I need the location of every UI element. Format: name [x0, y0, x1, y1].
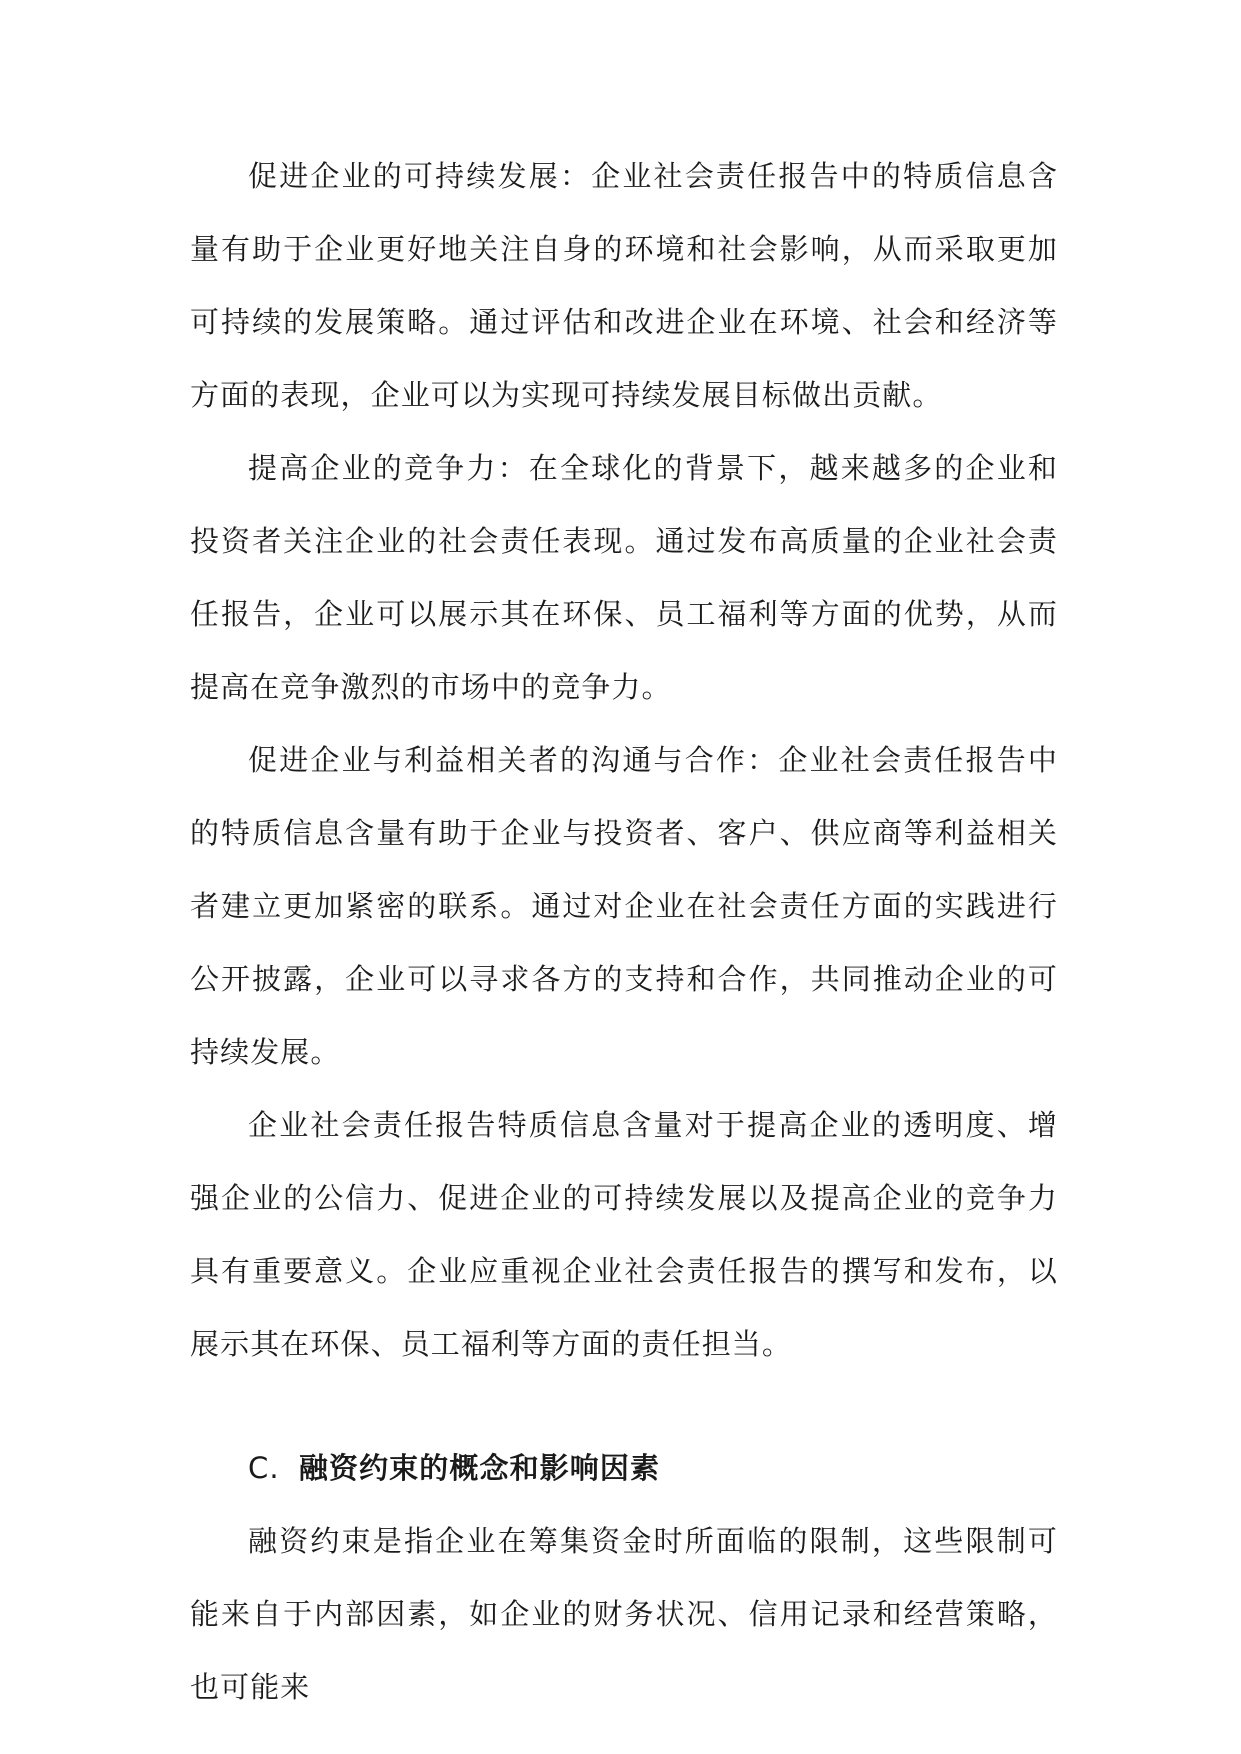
- section-heading-title: 融资约束的概念和影响因素: [298, 1451, 661, 1485]
- section-heading: [190, 1432, 1058, 1505]
- section-heading-label: C.: [248, 1451, 280, 1485]
- paragraph-competitiveness: 提高企业的竞争力：在全球化的背景下，越来越多的企业和投资者关注企业的社会责任表现。通过发布高质量的企业社会责任报告，企业可以展示其在环保、员工福利等方面的优势，从而提高在竞争激烈的市场中的竞争力。: [190, 451, 1058, 704]
- paragraph-sustainable-development: 促进企业的可持续发展：企业社会责任报告中的特质信息含量有助于企业更好地关注自身的环境和社会影响，从而采取更加可持续的发展策略。通过评估和改进企业在环境、社会和经济等方面的表现，企业可以为实现可持续发展目标做出贡献。: [190, 159, 1058, 412]
- paragraph-summary: 企业社会责任报告特质信息含量对于提高企业的透明度、增强企业的公信力、促进企业的可持续发展以及提高企业的竞争力具有重要意义。企业应重视企业社会责任报告的撰写和发布，以展示其在环保、员工福利等方面的责任担当。: [190, 1108, 1058, 1361]
- paragraph-stakeholder-communication: 促进企业与利益相关者的沟通与合作：企业社会责任报告中的特质信息含量有助于企业与投资者、客户、供应商等利益相关者建立更加紧密的联系。通过对企业在社会责任方面的实践进行公开披露，企业可以寻求各方的支持和合作，共同推动企业的可持续发展。: [190, 743, 1058, 1069]
- paragraph-financing-constraints: 融资约束是指企业在筹集资金时所面临的限制，这些限制可能来自于内部因素，如企业的财务状况、信用记录和经营策略，也可能来: [190, 1524, 1058, 1704]
- document-body: [190, 140, 1058, 1724]
